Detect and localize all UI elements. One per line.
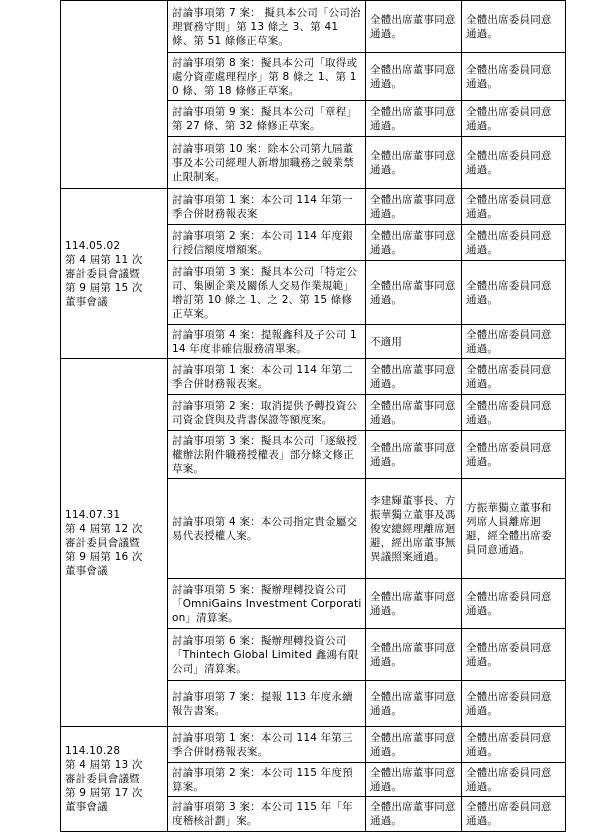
- board-resolution-cell: 全體出席董事同意通過。: [366, 681, 462, 727]
- table-row: [61, 727, 566, 763]
- committee-resolution-cell: 全體出席委員同意通過。: [462, 225, 566, 261]
- board-resolution-cell: 全體出席董事同意通過。: [366, 629, 462, 681]
- agenda-item-cell: 討論事項第 4 案：本公司指定貴金屬交易代表授權人案。: [168, 479, 366, 579]
- agenda-item-cell: 討論事項第 2 案：本公司 114 年度銀行授信額度增額案。: [168, 225, 366, 261]
- agenda-item-cell: 討論事項第 6 案：擬辦理轉投資公司「Thintech Global Limited 鑫鴻有限公司」清算案。: [168, 629, 366, 681]
- agenda-item-cell: 討論事項第 1 案：本公司 114 年第一季合併財務報表案: [168, 189, 366, 225]
- committee-resolution-cell: 全體出席委員同意通過。: [462, 137, 566, 189]
- agenda-item-cell: 討論事項第 3 案：擬具本公司「特定公司、集團企業及關係人交易作業規範」增訂第 10 條之 1、之 2、第 15 條修正草案。: [168, 261, 366, 325]
- agenda-item-cell: 討論事項第 1 案：本公司 114 年第三季合併財務報表案。: [168, 727, 366, 763]
- meeting-name-line: 第 9 屆第 16 次: [65, 550, 143, 563]
- agenda-item-cell: 討論事項第 5 案：擬辦理轉投資公司「OmniGains Investment Corporation」清算案。: [168, 579, 366, 629]
- meeting-name-line: 董事會議: [65, 295, 108, 308]
- meeting-name-line: 審計委員會議暨: [65, 536, 140, 549]
- meeting-cell: [61, 359, 168, 727]
- agenda-item-cell: 討論事項第 2 案：取消提供予轉投資公司資金貸與及背書保證等額度案。: [168, 395, 366, 431]
- board-resolution-cell: 全體出席董事同意通過。: [366, 53, 462, 101]
- resolutions-table: [60, 0, 566, 832]
- committee-resolution-cell: 全體出席委員同意通過。: [462, 395, 566, 431]
- resolutions-table-body: [61, 1, 566, 832]
- meeting-name-line: 審計委員會議暨: [65, 773, 140, 785]
- committee-resolution-cell: 全體出席委員同意通過。: [462, 359, 566, 395]
- table-row: [61, 359, 566, 395]
- meeting-cell: [61, 189, 168, 359]
- meeting-cell: [61, 1, 168, 189]
- meeting-name-line: 審計委員會議暨: [65, 267, 140, 280]
- board-resolution-cell: 全體出席董事同意通過。: [366, 359, 462, 395]
- meeting-name-line: 董事會議: [65, 564, 108, 577]
- board-resolution-cell: 不適用: [366, 325, 462, 359]
- board-resolution-cell: 全體出席董事同意通過。: [366, 763, 462, 797]
- meeting-name-line: 第 9 屆第 15 次: [65, 281, 143, 294]
- board-resolution-cell: 全體出席董事同意通過。: [366, 137, 462, 189]
- meeting-cell: [61, 727, 168, 832]
- agenda-item-cell: 討論事項第 1 案：本公司 114 年第二季合併財務報表案。: [168, 359, 366, 395]
- committee-resolution-cell: 全體出席委員同意通過。: [462, 1, 566, 53]
- board-resolution-cell: 全體出席董事同意通過。: [366, 225, 462, 261]
- board-resolution-cell: 李建輝董事長、方振華獨立董事及馮俊安總經理離席迴避，經出席董事無異議照案通過。: [366, 479, 462, 579]
- agenda-item-cell: 討論事項第 10 案：除本公司第九屆董事及本公司經理人新增加職務之競業禁止限制案。: [168, 137, 366, 189]
- agenda-item-cell: 討論事項第 7 案： 擬具本公司「公司治理實務守則」第 13 條之 3、第 41 條、第 51 條修正草案。: [168, 1, 366, 53]
- meeting-name-line: 第 4 屆第 12 次: [65, 522, 143, 535]
- agenda-item-cell: 討論事項第 3 案：擬具本公司「逐級授權辦法附件職務授權表」部分條文修正草案。: [168, 431, 366, 479]
- agenda-item-cell: 討論事項第 7 案：提報 113 年度永續報告書案。: [168, 681, 366, 727]
- meeting-name-line: 第 4 屆第 13 次: [65, 759, 143, 771]
- committee-resolution-cell: 全體出席委員同意通過。: [462, 797, 566, 832]
- board-resolution-cell: 全體出席董事同意通過。: [366, 101, 462, 137]
- table-row: [61, 1, 566, 53]
- agenda-item-cell: 討論事項第 8 案：擬具本公司「取得或處分資產處理程序」第 8 條之 1、第 10 條、第 18 條修正草案。: [168, 53, 366, 101]
- committee-resolution-cell: 全體出席委員同意通過。: [462, 431, 566, 479]
- agenda-item-cell: 討論事項第 2 案：本公司 115 年度預算案。: [168, 763, 366, 797]
- meeting-name-line: 第 9 屆第 17 次: [65, 787, 143, 799]
- committee-resolution-cell: 全體出席委員同意通過。: [462, 763, 566, 797]
- committee-resolution-cell: 全體出席委員同意通過。: [462, 101, 566, 137]
- meeting-name-line: 第 4 屆第 11 次: [65, 253, 143, 266]
- board-resolution-cell: 全體出席董事同意通過。: [366, 189, 462, 225]
- committee-resolution-cell: 全體出席委員同意通過。: [462, 681, 566, 727]
- agenda-item-cell: 討論事項第 3 案：本公司 115 年「年度稽核計劃」案。: [168, 797, 366, 832]
- committee-resolution-cell: 全體出席委員同意通過。: [462, 579, 566, 629]
- table-row: [61, 189, 566, 225]
- committee-resolution-cell: 全體出席委員同意通過。: [462, 325, 566, 359]
- meeting-name-line: 董事會議: [65, 801, 108, 813]
- meeting-date: 114.07.31: [65, 508, 121, 521]
- board-resolution-cell: 全體出席董事同意通過。: [366, 431, 462, 479]
- committee-resolution-cell: 全體出席委員同意通過。: [462, 727, 566, 763]
- committee-resolution-cell: 全體出席委員同意通過。: [462, 261, 566, 325]
- board-resolution-cell: 全體出席董事同意通過。: [366, 261, 462, 325]
- board-resolution-cell: 全體出席董事同意通過。: [366, 395, 462, 431]
- board-resolution-cell: 全體出席董事同意通過。: [366, 797, 462, 832]
- board-resolution-cell: 全體出席董事同意通過。: [366, 579, 462, 629]
- board-resolution-cell: 全體出席董事同意通過。: [366, 727, 462, 763]
- meeting-date: 114.10.28: [65, 745, 121, 757]
- committee-resolution-cell: 全體出席委員同意通過。: [462, 53, 566, 101]
- committee-resolution-cell: 方振華獨立董事和列席人員離席迴避，經全體出席委員同意通過。: [462, 479, 566, 579]
- board-resolution-cell: 全體出席董事同意通過。: [366, 1, 462, 53]
- meeting-date: 114.05.02: [65, 239, 121, 252]
- agenda-item-cell: 討論事項第 4 案：提報鑫科及子公司 114 年度非確信服務清單案。: [168, 325, 366, 359]
- agenda-item-cell: 討論事項第 9 案：擬具本公司「章程」第 27 條、第 32 條修正草案。: [168, 101, 366, 137]
- committee-resolution-cell: 全體出席委員同意通過。: [462, 629, 566, 681]
- committee-resolution-cell: 全體出席委員同意通過。: [462, 189, 566, 225]
